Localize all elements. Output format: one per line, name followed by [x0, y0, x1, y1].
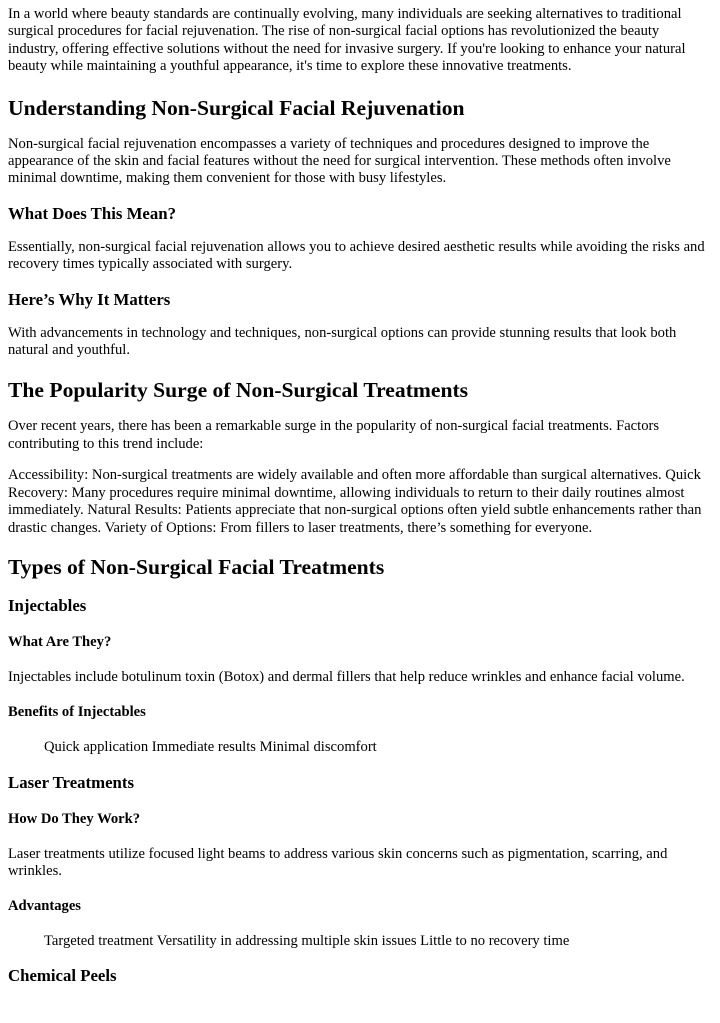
injectables-what-paragraph: Injectables include botulinum toxin (Botox) and dermal fillers that help reduce wrinkles and enhance facial volume.: [8, 668, 685, 685]
laser-advantages-list: Targeted treatment Versatility in addressing multiple skin issues Little to no recovery time: [44, 932, 570, 949]
injectables-benefits-heading: Benefits of Injectables: [8, 704, 146, 721]
laser-heading: Laser Treatments: [8, 772, 134, 792]
matters-heading: Here’s Why It Matters: [8, 289, 171, 309]
peels-heading: Chemical Peels: [8, 965, 117, 985]
laser-how-heading: How Do They Work?: [8, 810, 141, 827]
injectables-heading: Injectables: [8, 595, 87, 615]
injectables-what-heading: What Are They?: [8, 633, 112, 650]
meaning-paragraph: Essentially, non-surgical facial rejuvenation allows you to achieve desired aesthetic results while avoiding the risks and recovery times typically associated with surgery.: [8, 238, 705, 273]
popularity-paragraph: Over recent years, there has been a remarkable surge in the popularity of non-surgical facial treatments. Factors contributing to this trend include:: [8, 418, 660, 452]
meaning-heading: What Does This Mean?: [8, 203, 176, 223]
popularity-factors-paragraph: Accessibility: Non-surgical treatments are widely available and often more affordable than surgical alternatives. Quick Recovery: Many procedures require minimal downtime, allowing individuals to return to their daily routines almost immediately. Natural Results: Patients appreciate that non-surgical options often yield subtle enhancements rather than drastic changes. Variety of Options: From fillers to laser treatments, there’s something for everyone.: [8, 467, 702, 536]
article-body: [0, 6, 720, 986]
matters-paragraph: With advancements in technology and techniques, non-surgical options can provide stunning results that look both natural and youthful.: [8, 324, 677, 359]
intro-paragraph: In a world where beauty standards are continually evolving, many individuals are seeking alternatives to traditional surgical procedures for facial rejuvenation. The rise of non-surgical facial options has revolutionized the beauty industry, offering effective solutions without the need for invasive surgery. If you're looking to enhance your natural beauty while maintaining a youthful appearance, it's time to explore these innovative treatments.: [8, 6, 686, 75]
understanding-paragraph: Non-surgical facial rejuvenation encompasses a variety of techniques and procedures designed to improve the appearance of the skin and facial features without the need for surgical intervention. These methods often involve minimal downtime, making them convenient for those with busy lifestyles.: [8, 135, 671, 187]
popularity-heading: The Popularity Surge of Non-Surgical Treatments: [8, 378, 469, 403]
laser-advantages-heading: Advantages: [8, 897, 81, 914]
types-heading: Types of Non-Surgical Facial Treatments: [8, 554, 385, 579]
injectables-benefits-list: Quick application Immediate results Minimal discomfort: [44, 739, 377, 756]
laser-how-paragraph: Laser treatments utilize focused light beams to address various skin concerns such as pigmentation, scarring, and wrinkles.: [8, 845, 668, 880]
understanding-heading: Understanding Non-Surgical Facial Rejuvenation: [8, 95, 465, 120]
